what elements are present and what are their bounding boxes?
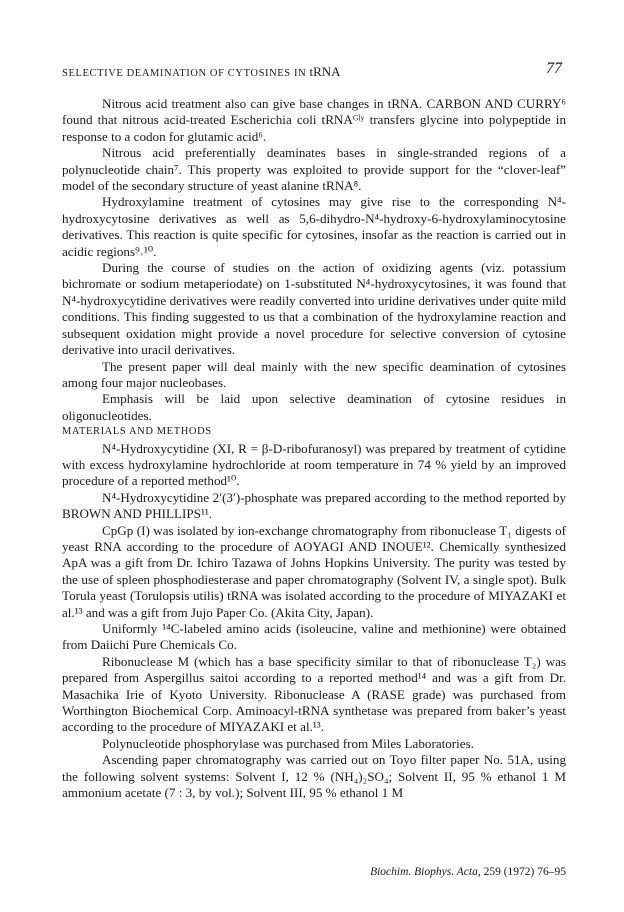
paragraph: Uniformly ¹⁴C-labeled amino acids (isoleucine, valine and methionine) were obtained from Daiichi Pure Chemicals Co. bbox=[62, 621, 566, 653]
paragraph: Emphasis will be laid upon selective deamination of cytosine residues in oligonucleotides. bbox=[62, 391, 566, 423]
paragraph: N⁴-Hydroxycytidine (XI, R = β-D-ribofuranosyl) was prepared by treatment of cytidine with excess hydroxylamine hydrochloride at room temperature in 74 % yield by an improved procedure of a reported method¹⁰. bbox=[62, 440, 566, 489]
body-text bbox=[62, 96, 566, 801]
journal-name: Biochim. Biophys. Acta, bbox=[370, 866, 481, 878]
paragraph: Hydroxylamine treatment of cytosines may give rise to the corresponding N⁴-hydroxycytosine derivatives as well as 5,6-dihydro-N⁴-hydroxy-6-hydroxylaminocytosine derivatives. This reaction is quite specific for cytosines, insofar as the reaction is carried out in acidic regions⁹˒¹⁰. bbox=[62, 194, 566, 259]
paragraph: Nitrous acid preferentially deaminates bases in single-stranded regions of a polynucleotide chain⁷. This property was exploited to provide support for the “clover-leaf” model of the secondary structure of yeast alanine tRNA⁸. bbox=[62, 145, 566, 194]
paragraph: Ascending paper chromatography was carried out on Toyo filter paper No. 51A, using the following solvent systems: Solvent I, 12 % (NH₄)₂SO₄; Solvent II, 95 % ethanol 1 M ammonium acetate (7 : 3, by vol.); Solvent III, 95 % ethanol 1 M bbox=[62, 752, 566, 801]
paragraph: CpGp (I) was isolated by ion-exchange chromatography from ribonuclease T₁ digests of yeast RNA according to the procedure of AOYAGI AND INOUE¹². Chemically synthesized ApA was a gift from Dr. Ichiro Tazawa of Johns Hopkins University. The purity was tested by the use of spleen phosphodiesterase and paper chromatography (Solvent IV, a single spot). Bulk Torula yeast (Torulopsis utilis) tRNA was isolated according to the procedure of MIYAZAKI et al.¹³ and was a gift from Jujo Paper Co. (Akita City, Japan). bbox=[62, 522, 566, 620]
paragraph: The present paper will deal mainly with the new specific deamination of cytosines among four major nucleobases. bbox=[62, 358, 566, 390]
page-number: 77 bbox=[546, 60, 562, 77]
paragraph: Polynucleotide phosphorylase was purchased from Miles Laboratories. bbox=[102, 735, 474, 751]
journal-volume: 259 (1972) 76–95 bbox=[483, 866, 566, 878]
journal-citation bbox=[370, 866, 566, 878]
paragraph: During the course of studies on the action of oxidizing agents (viz. potassium bichromate or sodium metaperiodate) on 1-substituted N⁴-hydroxycytosines, it was found that N⁴-hydroxycytidine derivatives were readily converted into uridine derivatives under quite mild conditions. This finding suggested to us that a combination of the hydroxylamine reaction and subsequent oxidation might provide a novel procedure for selective conversion of cytosine derivative into uracil derivatives. bbox=[62, 260, 566, 358]
running-head bbox=[62, 60, 562, 82]
paragraph: Nitrous acid treatment also can give base changes in tRNA. CARBON AND CURRY⁶ found that nitrous acid-treated Escherichia coli tRNAᴳˡʸ transfers glycine into polypeptide in response to a codon for glutamic acid⁶. bbox=[62, 96, 566, 144]
paragraph: Ribonuclease M (which has a base specificity similar to that of ribonuclease T₂) was prepared from Aspergillus saitoi according to a reported method¹⁴ and was a gift from Dr. Masachika Irie of Kyoto University. Ribonuclease A (RASE grade) was purchased from Worthington Biochemical Corp. Aminoacyl-tRNA synthetase was prepared from baker’s yeast according to the procedure of MIYAZAKI et al.¹³. bbox=[62, 653, 566, 735]
paragraph: N⁴-Hydroxycytidine 2′(3′)-phosphate was prepared according to the method reported by BROWN AND PHILLIPS¹¹. bbox=[62, 489, 566, 522]
running-title: SELECTIVE DEAMINATION OF CYTOSINES IN tRNA bbox=[62, 64, 341, 79]
section-heading: MATERIALS AND METHODS bbox=[62, 426, 212, 438]
